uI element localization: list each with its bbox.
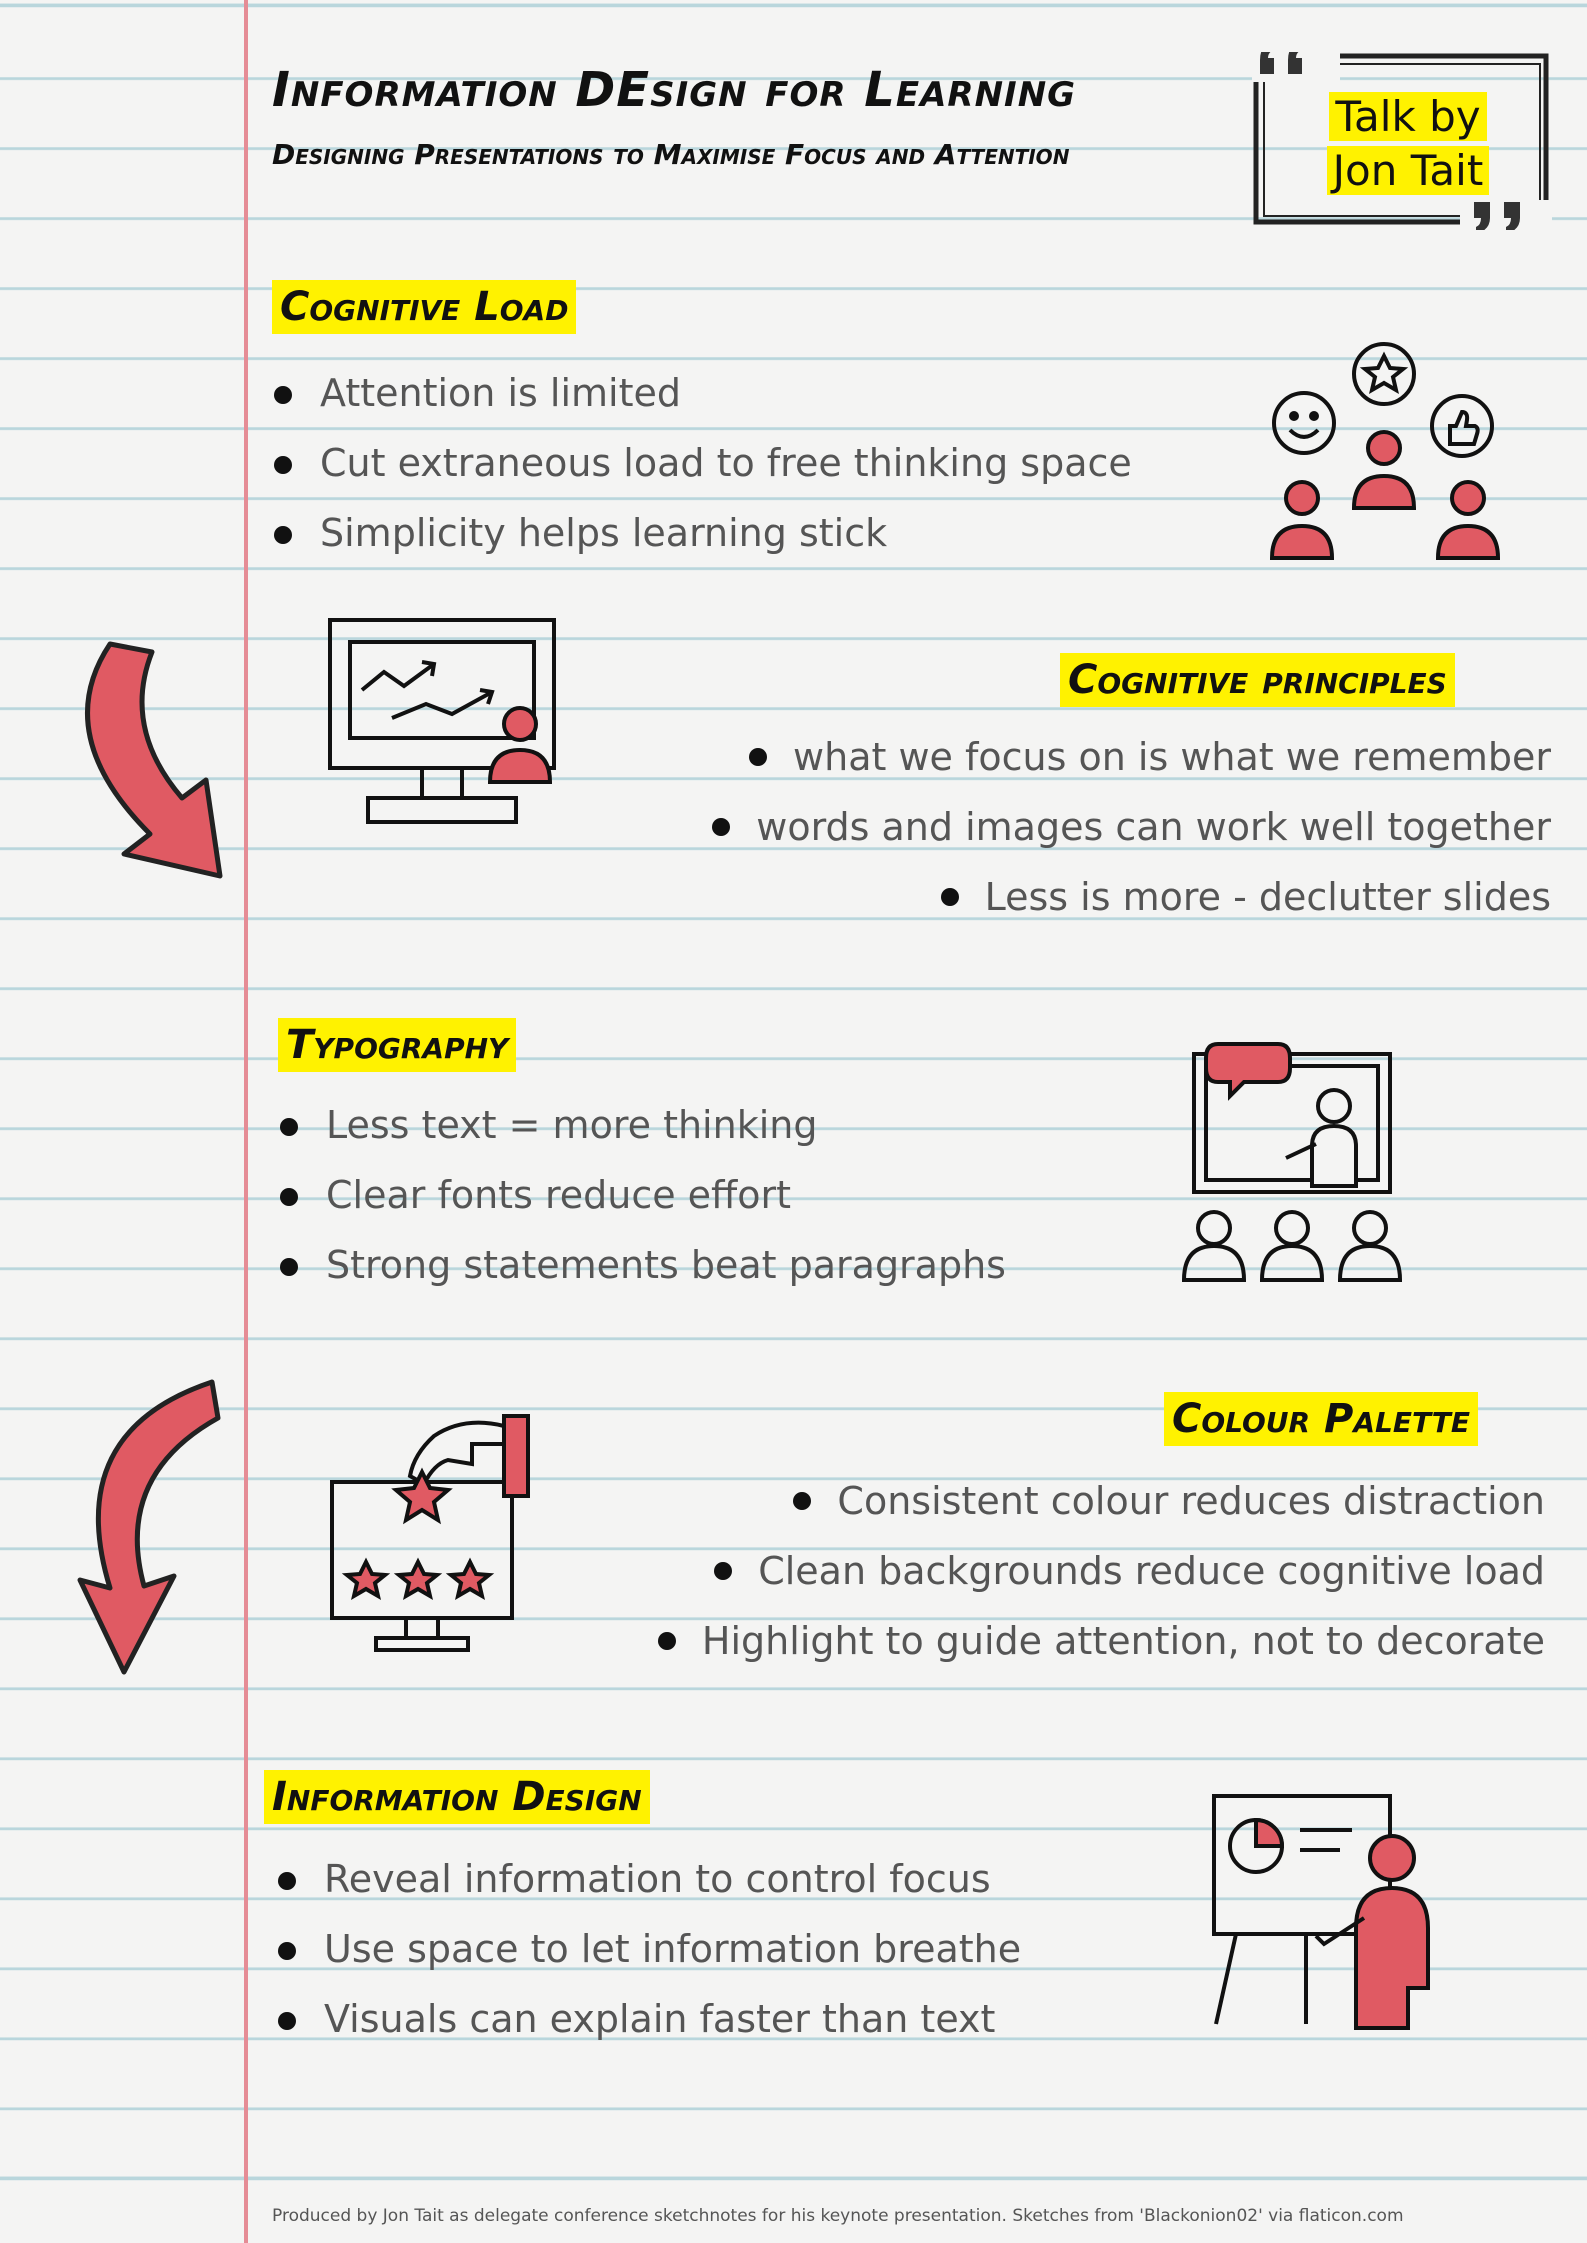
section-heading-colour-palette: Colour Palette — [1164, 1392, 1478, 1446]
bullet-item: Attention is limited — [272, 358, 1132, 428]
curved-arrow-icon — [40, 1370, 240, 1680]
section-heading-information-design: Information Design — [264, 1770, 650, 1824]
bullet-item: Cut extraneous load to free thinking space — [272, 428, 1132, 498]
audience-reactions-icon — [1262, 338, 1512, 568]
bullet-item: Clean backgrounds reduce cognitive load — [658, 1536, 1545, 1606]
classroom-presenter-icon — [1172, 1040, 1412, 1290]
bullet-list-cognitive-principles — [712, 722, 1551, 932]
bullet-item: Less is more - declutter slides — [712, 862, 1551, 932]
page-title: Information DEsign for Learning — [272, 62, 1077, 118]
rating-screen-icon — [322, 1412, 552, 1662]
section-heading-cognitive-load: Cognitive Load — [272, 280, 576, 334]
bullet-item: Clear fonts reduce effort — [278, 1160, 1006, 1230]
bullet-item: what we focus on is what we remember — [712, 722, 1551, 792]
speaker-label — [1318, 90, 1498, 198]
bullet-item: Use space to let information breathe — [276, 1914, 1021, 1984]
curved-arrow-icon — [40, 632, 240, 922]
footer-credit: Produced by Jon Tait as delegate conference sketchnotes for his keynote presentation. Sketches from 'Blackonion02' via flaticon.com — [272, 2206, 1404, 2226]
talk-line-2: Jon Tait — [1327, 146, 1490, 195]
bullet-item: Reveal information to control focus — [276, 1844, 1021, 1914]
margin-line — [244, 0, 248, 2243]
bullet-list-information-design — [276, 1844, 1021, 2054]
bullet-item: Less text = more thinking — [278, 1090, 1006, 1160]
bullet-item: Highlight to guide attention, not to decorate — [658, 1606, 1545, 1676]
section-heading-cognitive-principles: Cognitive principles — [1060, 653, 1455, 707]
bullet-item: Strong statements beat paragraphs — [278, 1230, 1006, 1300]
bullet-list-colour-palette — [658, 1466, 1545, 1676]
page-subtitle: Designing Presentations to Maximise Focus and Attention — [272, 138, 1070, 171]
talk-line-1: Talk by — [1329, 92, 1486, 141]
chart-presenter-icon — [1196, 1788, 1456, 2038]
monitor-presenter-icon — [322, 612, 562, 832]
bullet-item: Simplicity helps learning stick — [272, 498, 1132, 568]
section-heading-typography: Typography — [278, 1018, 516, 1072]
quote-close-icon — [1460, 200, 1552, 230]
bullet-item: words and images can work well together — [712, 792, 1551, 862]
bullet-item: Visuals can explain faster than text — [276, 1984, 1021, 2054]
bullet-item: Consistent colour reduces distraction — [658, 1466, 1545, 1536]
quote-open-icon — [1252, 52, 1340, 82]
bullet-list-cognitive-load — [272, 358, 1132, 568]
bullet-list-typography — [278, 1090, 1006, 1300]
